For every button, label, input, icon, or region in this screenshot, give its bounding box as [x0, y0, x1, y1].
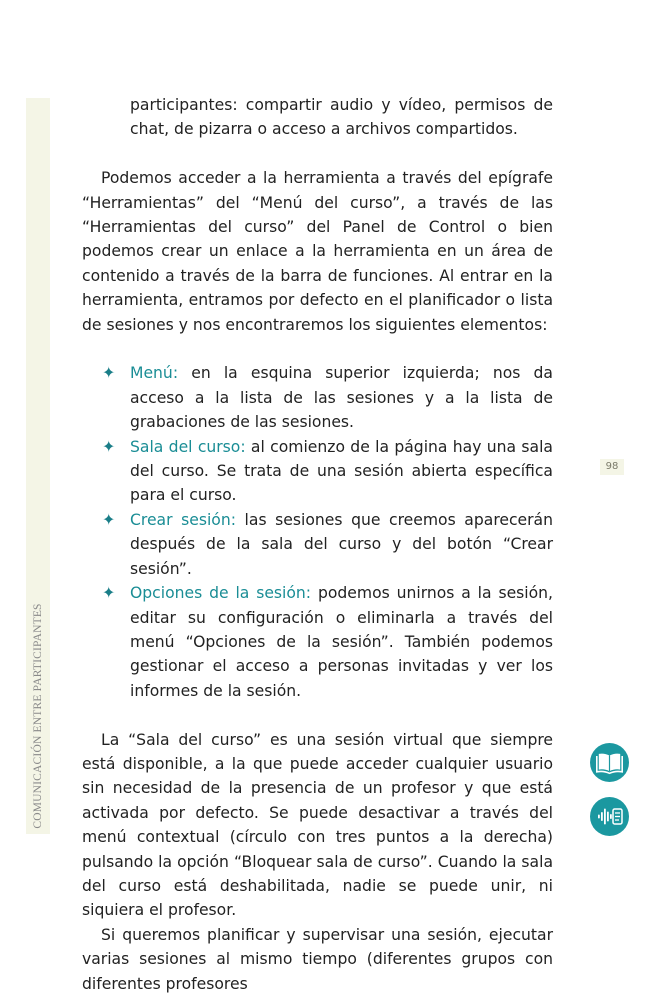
- paragraph-intro: Podemos acceder a la herramienta a través del epígrafe “Herramientas” del “Menú del curso”, a través de las “Herramientas del curso” del Panel de Control o bien podemos crear un enlace a la herramienta en un área de contenido a través de la barra de funciones. Al entrar en la herramienta, entramos por defecto en el planificador o lista de sesiones y nos encontraremos los siguientes elementos:: [82, 169, 553, 334]
- paragraph-spacer: [82, 142, 553, 166]
- list-item-text: en la esquina superior izquierda; nos da acceso a la lista de las sesiones y a la lista de grabaciones de las sesiones.: [130, 364, 553, 432]
- elements-list: [82, 361, 553, 703]
- list-item-opciones-sesion: [82, 581, 553, 703]
- paragraph-spacer: [82, 703, 553, 727]
- section-side-label: COMUNICACIÓN ENTRE PARTICIPANTES: [32, 603, 44, 829]
- list-item-text: al comienzo de la página hay una sala del curso. Se trata de una sesión abierta específica para el curso.: [130, 437, 553, 505]
- paragraph-planificar: Si queremos planificar y supervisar una sesión, ejecutar varias sesiones al mismo tiempo (diferentes grupos con diferentes profesores: [82, 925, 553, 993]
- list-item-text: podemos unirnos a la sesión, editar su configuración o eliminarla a través del menú “Opciones de la sesión”. También podemos gestionar el acceso a personas invitadas y ver los informes de la sesión.: [130, 584, 554, 700]
- list-item-crear-sesion: [82, 508, 553, 581]
- paragraph-sala-del-curso: La “Sala del curso” es una sesión virtual que siempre está disponible, a la que puede acceder cualquier usuario sin necesidad de la presencia de un profesor y que está activada por defecto. Se puede desactivar a través del menú contextual (círculo con tres puntos a la derecha) pulsando la opción “Bloquear sala de curso”. Cuando la sala del curso está deshabilitada, nadie se puede unir, ni siquiera el profesor.: [82, 730, 553, 920]
- page-content: [82, 93, 553, 996]
- list-item-term: Opciones de la sesión:: [130, 584, 312, 603]
- paragraph-spacer: [82, 337, 553, 361]
- list-item-menu: [82, 361, 553, 434]
- list-item-text: las sesiones que creemos aparecerán después de la sala del curso y del botón “Crear sesión”.: [130, 510, 553, 578]
- list-item-term: Crear sesión:: [130, 510, 236, 529]
- star-bullet-icon: ✦: [102, 363, 116, 383]
- list-item-term: Sala del curso:: [130, 437, 246, 456]
- star-bullet-icon: ✦: [102, 509, 116, 529]
- page-number: 98: [600, 459, 624, 475]
- paragraph-continuation: participantes: compartir audio y vídeo, permisos de chat, de pizarra o acceso a archivos compartidos.: [130, 96, 553, 139]
- star-bullet-icon: ✦: [102, 583, 116, 603]
- audio-transcript-icon[interactable]: [590, 797, 629, 836]
- list-item-sala-del-curso: [82, 435, 553, 508]
- open-book-icon[interactable]: [590, 743, 629, 782]
- list-item-term: Menú:: [130, 364, 179, 383]
- star-bullet-icon: ✦: [102, 436, 116, 456]
